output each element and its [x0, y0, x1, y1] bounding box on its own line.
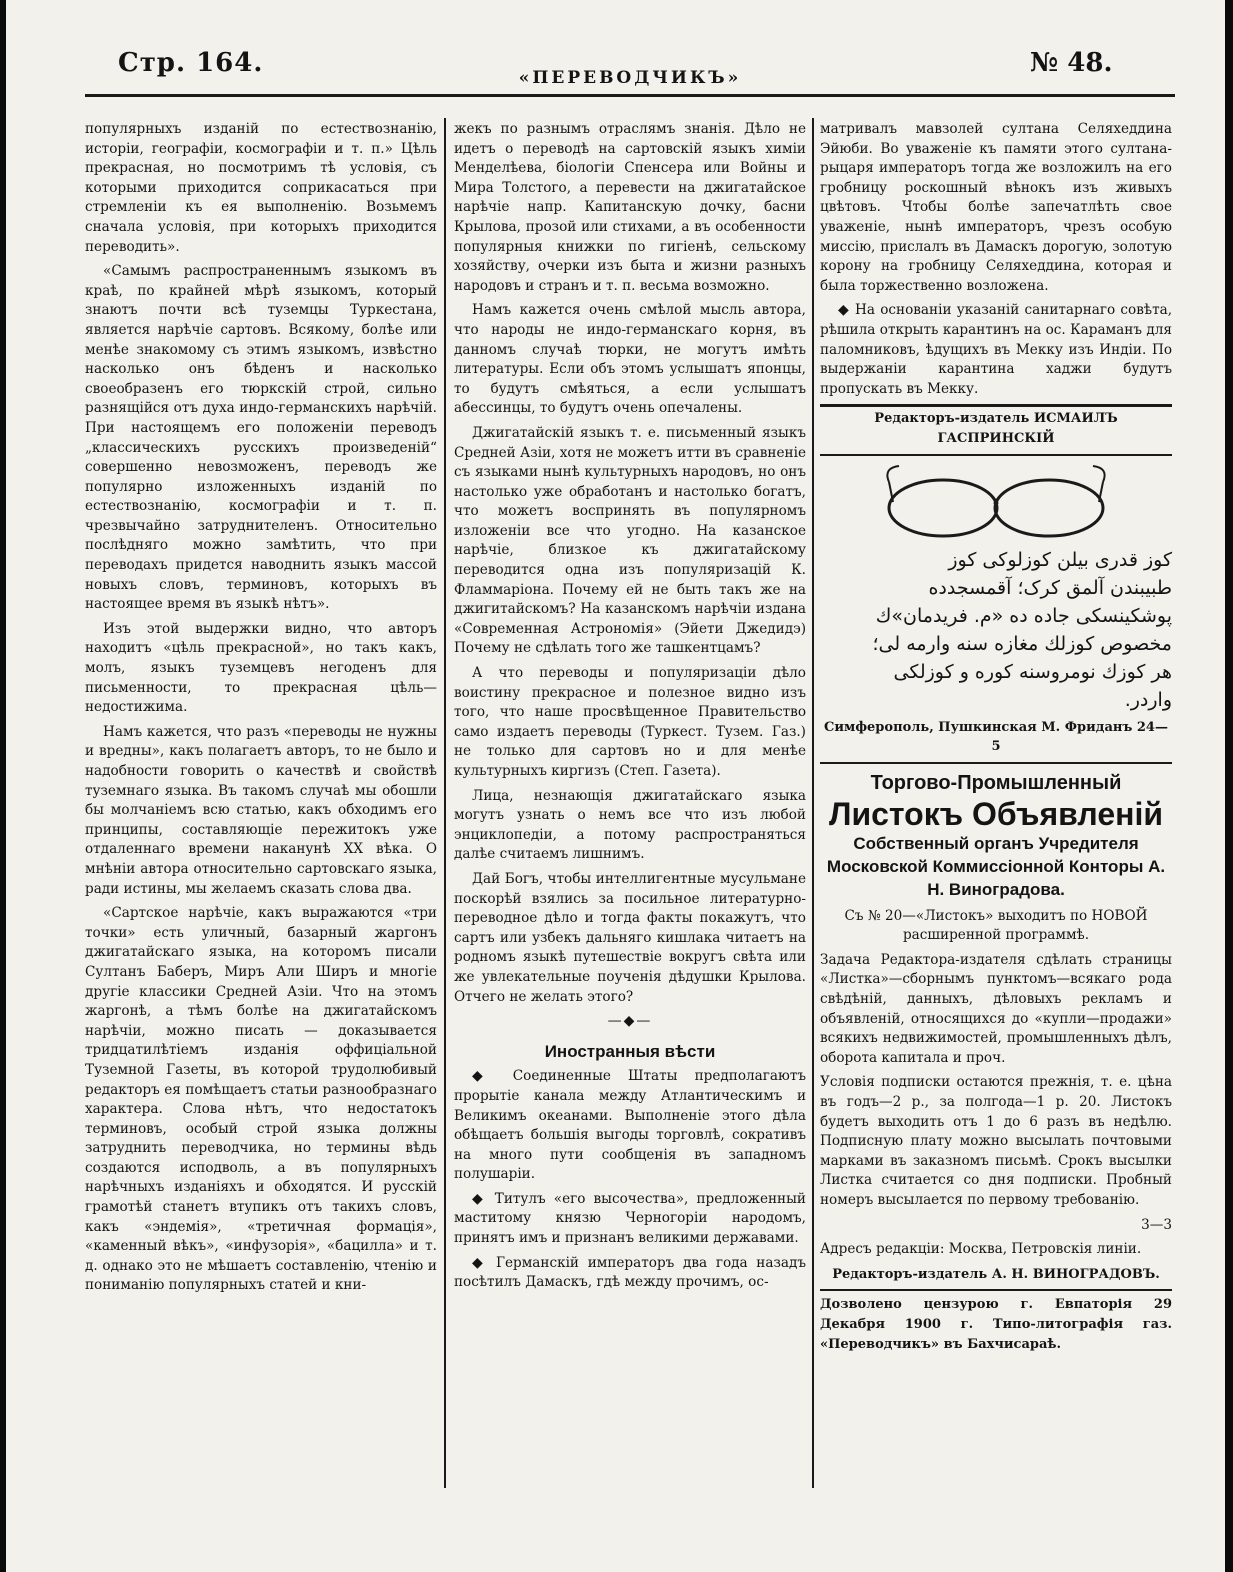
column-rule-1 [444, 118, 446, 1488]
ad-title: Торгово-Промышленный [870, 771, 1122, 794]
ad-count: 3—3 [1141, 1216, 1172, 1233]
column-2 [454, 120, 806, 1298]
article-paragraph: жекъ по разнымъ отраслямъ знанія. Дѣло не идетъ о переводѣ на сартовскій языкъ химіи Менделѣева, біологіи Спенсера или Войны и Мира Толстого, а перевести на джигатайское нарѣчіе напр. Капитанскую дочку, басни Крылова, прозой или стихами, а въ особенности популярныя книжки по гигіенѣ, сельскому хозяйству, очерки изъ быта и жизни разныхъ народовъ и странъ и т. п. весьма возможно. [454, 121, 806, 294]
ad-paragraph: Условія подписки остаются прежнія, т. е. цѣна въ годъ—2 р., за полгода—1 р. 20. Листокъ будетъ выходить отъ 1 до 6 разъ въ недѣлю. Подписную плату можно высылать почтовыми марками въ заказномъ письмѣ. Срокъ высылки Листка считается со дня подписки. Пробный номеръ высылается по первому требованію. [820, 1074, 1172, 1208]
news-item: Титулъ «его высочества», предложенный маститому князю Черногоріи народомъ, принятъ имъ и признанъ великими державами. [454, 1190, 806, 1247]
shop-address: Симферополь, Пушкинская М. Фриданъ 24—5 [824, 719, 1168, 755]
arabic-line: واردر. [1124, 688, 1172, 711]
article-paragraph: Лица, незнающія джигатайскаго языка могутъ узнать о немъ все что изъ любой энциклопедіи, а потому распространяться далѣе считаемъ лишнимъ. [454, 787, 806, 863]
arabic-line: پوشکینسکی جاده ده «م. فریدمان»ك [875, 604, 1172, 627]
ad-address: Адресъ редакціи: Москва, Петровскія линіи. [820, 1241, 1142, 1258]
issue-number: № 48. [1030, 48, 1113, 78]
article-paragraph: Дай Богъ, чтобы интеллигентные мусульмане поскорѣй взялись за посильное литературно-переводное дѣло и тогда факты покажутъ, что сартъ или узбекъ дальняго кишлака читаетъ на родномъ языкѣ путешествіе вокругъ свѣта или же увлекательные поученія дѣдушки Крылова. Отчего не желать этого? [454, 870, 806, 1005]
article-paragraph: А что переводы и популяризаціи дѣло воистину прекрасное и полезное видно изъ того, что наше просвѣщенное Правительство само издаетъ переводы (Туркест. Тузем. Газ.) не только для сартовъ но и для менѣе культурныхъ киргизъ (Степ. Газета). [454, 665, 806, 779]
arabic-line: هر کوزك نومروسنه کوره و کوزلکی [893, 660, 1172, 683]
bullet-ornament-icon: ◆ [472, 1254, 496, 1271]
scan-border-left [0, 0, 6, 1572]
eyeglasses-icon [881, 462, 1111, 542]
news-item: Соединенные Штаты предполагаютъ прорытіе канала между Атлантическимъ и Великимъ океанами. Выполненіе этого дѣла обѣщаетъ большія выгоды торговлѣ, сокративъ на много пути сообщенія въ западномъ полушаріи. [454, 1068, 806, 1183]
column-3 [820, 120, 1172, 1359]
scan-border-right [1225, 0, 1233, 1572]
bullet-ornament-icon: ◆ [472, 1190, 495, 1207]
arabic-line: کوز قدری بیلن کوزلوکی کوز [948, 548, 1172, 571]
article-paragraph: Намъ кажется очень смѣлой мысль автора, что народы не индо-германскаго корня, въ данномъ случаѣ тюрки, не могутъ имѣть литературы. Если объ этомъ услышатъ японцы, то будутъ смѣяться, а если услышатъ абессинцы, то будутъ очень опечалены. [454, 302, 806, 417]
column-rule-2 [812, 118, 814, 1488]
bullet-ornament-icon: ◆ [838, 302, 856, 319]
page-number: Стр. 164. [118, 48, 264, 78]
ad-editor: Редакторъ-издатель А. Н. ВИНОГРАДОВЪ. [832, 1266, 1160, 1282]
ad-name: Листокъ Объявленій [828, 795, 1164, 832]
article-paragraph: Джигатайскій языкъ т. е. письменный языкъ Средней Азіи, хотя не можетъ итти въ сравненіе съ языками нынѣ культурныхъ народовъ, но онъ настолько уже обработанъ и настолько богатъ, что можетъ воспринять въ популярномъ изложеніи все что угодно. На казанское нарѣчіе, близкое къ джигатайскому переводится одна изъ популяризацій К. Фламмаріона. Почему ей не быть такъ же на джигитайскомъ? На казанскомъ нарѣчіи издана «Современная Астрономія» (Эйети Джедидэ) Почему не сдѣлать того же ташкентцамъ? [454, 424, 806, 657]
section-divider-ornament: —◆— [607, 1013, 653, 1030]
section-title: Иностранныя вѣсти [544, 1041, 716, 1061]
ad-subtitle: Собственный органъ Учредителя Московской Коммиссіонной Конторы А. Н. Виноградова. [826, 833, 1166, 899]
editor-line: Редакторъ-издатель ИСМАИЛЪ ГАСПРИНСКІЙ [874, 411, 1118, 446]
ad-paragraph: Задача Редактора-издателя сдѣлать страницы «Листка»—сборнымъ пунктомъ—всякаго рода свѣдѣній, данныхъ, дѣловыхъ рекламъ и объявленій, относящихся до «купли—продажи» всякихъ недвижимостей, промышленныхъ дѣлъ, оборота капитала и проч. [820, 951, 1172, 1066]
ad-paragraph: Съ № 20—«Листокъ» выходитъ по НОВОЙ расширенной программѣ. [844, 907, 1148, 944]
article-paragraph: «Самымъ распространеннымъ языкомъ въ краѣ, по крайней мѣрѣ языкомъ, который знаютъ почти всѣ туземцы Туркестана, является нарѣчіе сартовъ. Всякому, болѣе или менѣе знакомому съ этимъ языкомъ, извѣстно насколько онъ бѣденъ и насколько своеобразенъ его тюркскій строй, сильно разнящійся отъ духа индо-германскихъ нарѣчій. При настоящемъ его положеніи переводъ „классическихъ русскихъ произведеній“ совершенно невозможенъ, переводъ же популярно изложенныхъ изданій по естествознанію, космографіи и т. п. чрезвычайно затруднителенъ. Относительно послѣдняго можно замѣтить, что при переводахъ придется наводнить языкъ массой новыхъ словъ, терминовъ, которыхъ въ настоящее время въ языкѣ нѣтъ». [85, 263, 437, 613]
arabic-advert [820, 546, 1172, 714]
ad-rule [820, 454, 1172, 456]
article-paragraph: Намъ кажется, что разъ «переводы не нужны и вредны», какъ полагаетъ авторъ, то не было и надобности говорить о качествѣ и свойствѣ туземнаго языка. Въ такомъ случаѣ мы обошли бы молчаніемъ всю статью, какъ обходимъ его принципы, составляющіе пережитокъ уже отдаленнаго времени наканунѣ XX вѣка. О мнѣніи автора относительно сартовскаго языка, ради истины, мы желаемъ сказать слова два. [85, 723, 437, 897]
footer-rule [820, 1289, 1172, 1291]
article-paragraph: «Сартское нарѣчіе, какъ выражаются «три точки» есть уличный, базарный жаргонъ джигатайскаго языка, на которомъ писали Султанъ Баберъ, Миръ Али Ширъ и многіе другіе классики Средней Азіи. Что на этомъ жаргонѣ, а тѣмъ болѣе на джигатайскомъ нарѣчіи, можно писать — доказывается тридцатилѣтіемъ изданія оффиціальной Туземной Газеты, въ которой трудолюбивый редакторъ ея помѣщаетъ статьи разнообразнаго характера. Слова нѣтъ, что недостатокъ терминовъ, особый строй языка должны затруднить переводчика, но термины вѣдь создаются исподволь, а въ популярныхъ нарѣчныхъ изданіяхъ и обходятся. И русскій грамотѣй станетъ втупикъ отъ такихъ словъ, какъ «эндемія», «третичная формація», «каменный вѣкъ», «инфузорія», «бацилла» и т. д. однако это не мѣшаетъ составленію, чтенію и пониманію популярныхъ статей и кни- [85, 905, 437, 1294]
masthead-title: «ПЕРЕВОДЧИКЪ» [518, 68, 742, 88]
censor-note: Дозволено цензурою г. Евпаторія 29 Декабря 1900 г. Типо-литографія газ. «Переводчикъ» въ Бахчисараѣ. [820, 1297, 1172, 1352]
bullet-ornament-icon: ◆ [472, 1068, 513, 1085]
header-rule [85, 94, 1175, 97]
arabic-line: طبیبندن آلمق کرک؛ آقمسجدده [928, 576, 1172, 599]
column-1 [85, 120, 437, 1301]
news-item: Германскій императоръ два года назадъ посѣтилъ Дамаскъ, гдѣ между прочимъ, ос- [454, 1254, 807, 1291]
arabic-line: مخصوص کوزلك مغازه سنه وارمه لی؛ [872, 632, 1172, 655]
article-paragraph: Изъ этой выдержки видно, что авторъ находитъ «цѣль прекрасной», но такъ какъ, молъ, языкъ туземцевъ негоденъ для письменности, то прекрасная цѣль—недостижима. [85, 620, 437, 716]
news-item: На основаніи указаній санитарнаго совѣта, рѣшила открыть карантинъ на ос. Караманъ для паломниковъ, ѣдущихъ въ Мекку изъ Индіи. По выдержаніи карантина хаджи будутъ пропускать въ Мекку. [820, 302, 1173, 397]
article-paragraph: матривалъ мавзолей султана Селяхеддина Эйюби. Во уваженіе къ памяти этого султана-рыцаря императоръ тогда же возложилъ на его гробницу роскошный вѣнокъ изъ живыхъ цвѣтовъ. Чтобы болѣе запечатлѣть свое уваженіе, нынѣ императоръ, чрезъ особую миссію, прислалъ въ Дамаскъ дорогую, золотую корону на гробницу Селяхеддина, которая и была торжественно возложена. [820, 121, 1172, 294]
article-paragraph: популярныхъ изданій по естествознанію, исторіи, географіи, космографіи и т. п.» Цѣль прекрасная, но посмотримъ тѣ условія, съ которыми приходится соприкасаться при стремленіи къ ея выполненію. Возьмемъ сначала условія, при которыхъ приходится переводить». [85, 121, 437, 255]
editor-rule [820, 404, 1172, 407]
ad-rule [820, 762, 1172, 764]
